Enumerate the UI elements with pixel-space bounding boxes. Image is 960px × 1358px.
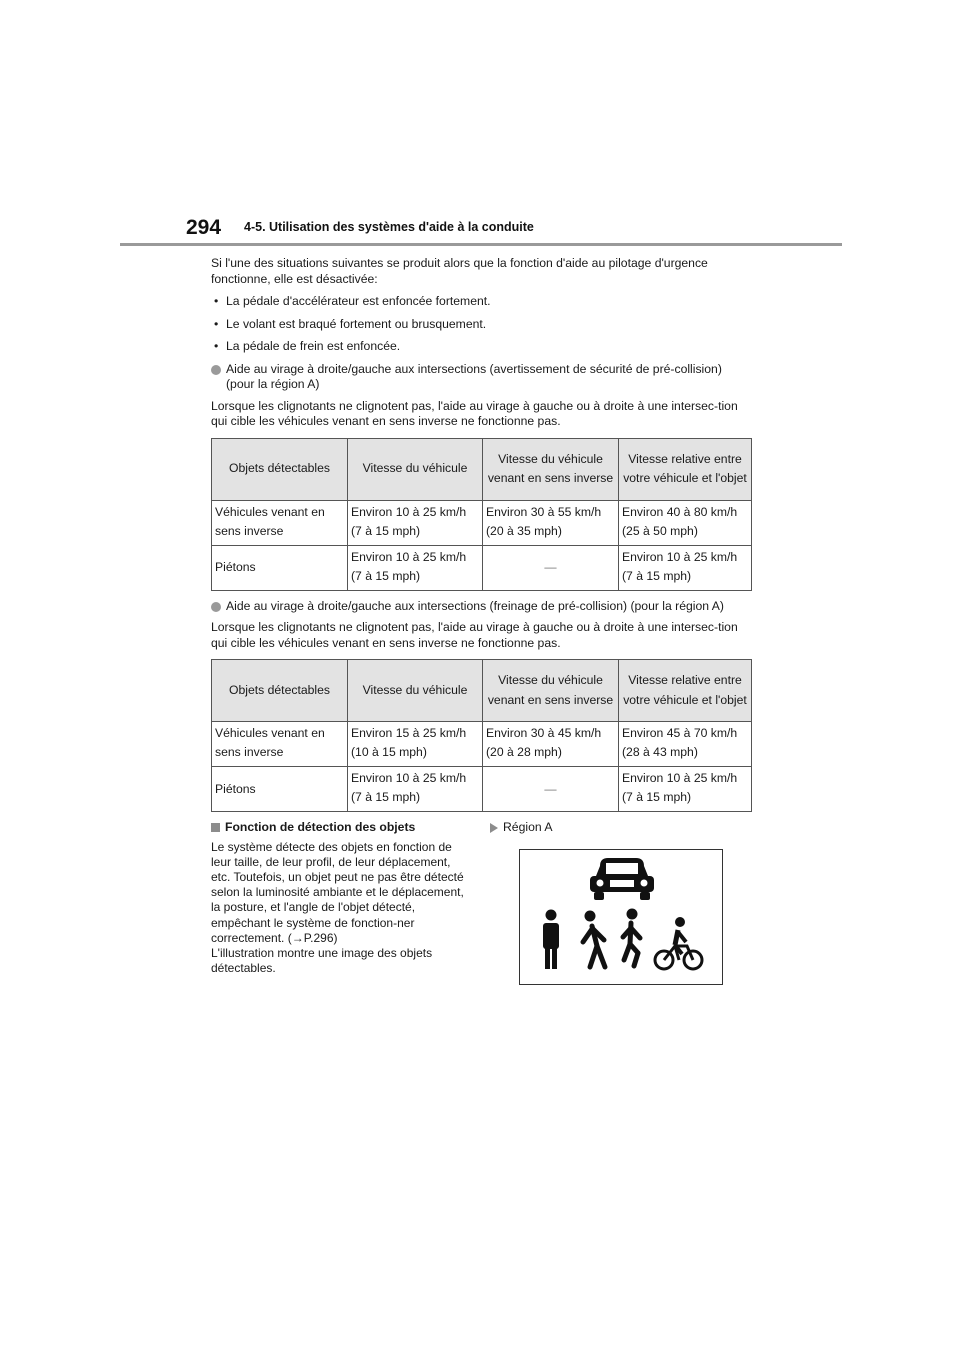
detectable-objects-illustration	[519, 849, 723, 985]
table-header-cell: Objets détectables	[212, 660, 348, 722]
table-cell: Environ 10 à 25 km/h (7 à 15 mph)	[348, 767, 483, 812]
running-pedestrian-icon	[623, 909, 640, 967]
objects-svg	[520, 850, 722, 984]
section2-paragraph: Lorsque les clignotants ne clignotent pas, l'aide au virage à gauche ou à droite à une intersec-tion qui cible les véhicules venant en sens inverse ne fonctionne pas.	[211, 620, 738, 650]
table-header-cell: Vitesse relative entre votre véhicule et l'objet	[619, 660, 752, 722]
table-header-cell: Vitesse du véhicule venant en sens inverse	[483, 438, 619, 500]
table-header-cell: Vitesse du véhicule	[348, 438, 483, 500]
table-cell: Véhicules venant en sens inverse	[212, 500, 348, 545]
table-cell: Environ 30 à 55 km/h (20 à 35 mph)	[483, 500, 619, 545]
table-cell: Environ 10 à 25 km/h (7 à 15 mph)	[619, 767, 752, 812]
table-header-cell: Vitesse relative entre votre véhicule et l'objet	[619, 438, 752, 500]
speed-table-warning	[211, 438, 752, 591]
table-row	[212, 722, 752, 767]
square-bullet-icon	[211, 823, 220, 832]
table-cell: Environ 45 à 70 km/h (28 à 43 mph)	[619, 722, 752, 767]
table-cell: Piétons	[212, 545, 348, 590]
region-label: Région A	[489, 820, 751, 836]
table-cell: Véhicules venant en sens inverse	[212, 722, 348, 767]
table-header-cell: Objets détectables	[212, 438, 348, 500]
table-header-cell: Vitesse du véhicule venant en sens inverse	[483, 660, 619, 722]
table-row	[212, 500, 752, 545]
cyclist-icon	[655, 917, 702, 969]
section-title: 4-5. Utilisation des systèmes d'aide à la conduite	[244, 220, 534, 234]
speed-table-braking	[211, 659, 752, 812]
bullet-item: • Le volant est braqué fortement ou brusquement.	[211, 317, 751, 333]
table-cell: Environ 15 à 25 km/h (10 à 15 mph)	[348, 722, 483, 767]
table-cell: Environ 10 à 25 km/h (7 à 15 mph)	[619, 545, 752, 590]
header-divider	[120, 243, 842, 246]
table-row	[212, 767, 752, 812]
section1-paragraph: Lorsque les clignotants ne clignotent pas, l'aide au virage à gauche ou à droite à une intersec-tion qui cible les véhicules venant en sens inverse ne fonctionne pas.	[211, 398, 738, 428]
car-icon	[590, 858, 654, 900]
standing-pedestrian-icon	[543, 910, 559, 970]
table-cell: Environ 30 à 45 km/h (20 à 28 mph)	[483, 722, 619, 767]
bullet-item: • La pédale d'accélérateur est enfoncée fortement.	[211, 294, 751, 310]
detection-text: Le système détecte des objets en fonction de leur taille, de leur profil, de leur déplacement, etc. Toutefois, un objet peut ne pas être détecté selon la luminosité ambiante et le déplacement, la posture, et l'angle de l'objet détecté, empêchant le système de fonction-ner correctement. (→P.296)	[211, 839, 464, 945]
page-number: 294	[186, 216, 222, 239]
detection-text-column	[211, 820, 473, 976]
table-cell: —	[483, 545, 619, 590]
table-cell: Environ 10 à 25 km/h (7 à 15 mph)	[348, 545, 483, 590]
table-cell: Piétons	[212, 767, 348, 812]
table-cell: —	[483, 767, 619, 812]
table-header-cell: Vitesse du véhicule	[348, 660, 483, 722]
circle-bullet-icon	[211, 365, 221, 375]
table-cell: Environ 40 à 80 km/h (25 à 50 mph)	[619, 500, 752, 545]
detection-heading: Fonction de détection des objets	[211, 820, 473, 836]
circle-bullet-icon	[211, 602, 221, 612]
table-cell: Environ 10 à 25 km/h (7 à 15 mph)	[348, 500, 483, 545]
section2-heading: Aide au virage à droite/gauche aux intersections (freinage de pré-collision) (pour la région A)	[211, 599, 751, 615]
section1-heading: Aide au virage à droite/gauche aux intersections (avertissement de sécurité de pré-collision) (pour la région A)	[211, 362, 751, 393]
walking-pedestrian-icon	[583, 911, 605, 968]
arrow-right-icon	[490, 823, 498, 833]
table-row	[212, 545, 752, 590]
intro-text: Si l'une des situations suivantes se produit alors que la fonction d'aide au pilotage d'urgence fonctionne, elle est désactivée:	[211, 256, 708, 286]
illustration-note: L'illustration montre une image des objets détectables.	[211, 945, 433, 976]
bullet-item: • La pédale de frein est enfoncée.	[211, 339, 751, 355]
